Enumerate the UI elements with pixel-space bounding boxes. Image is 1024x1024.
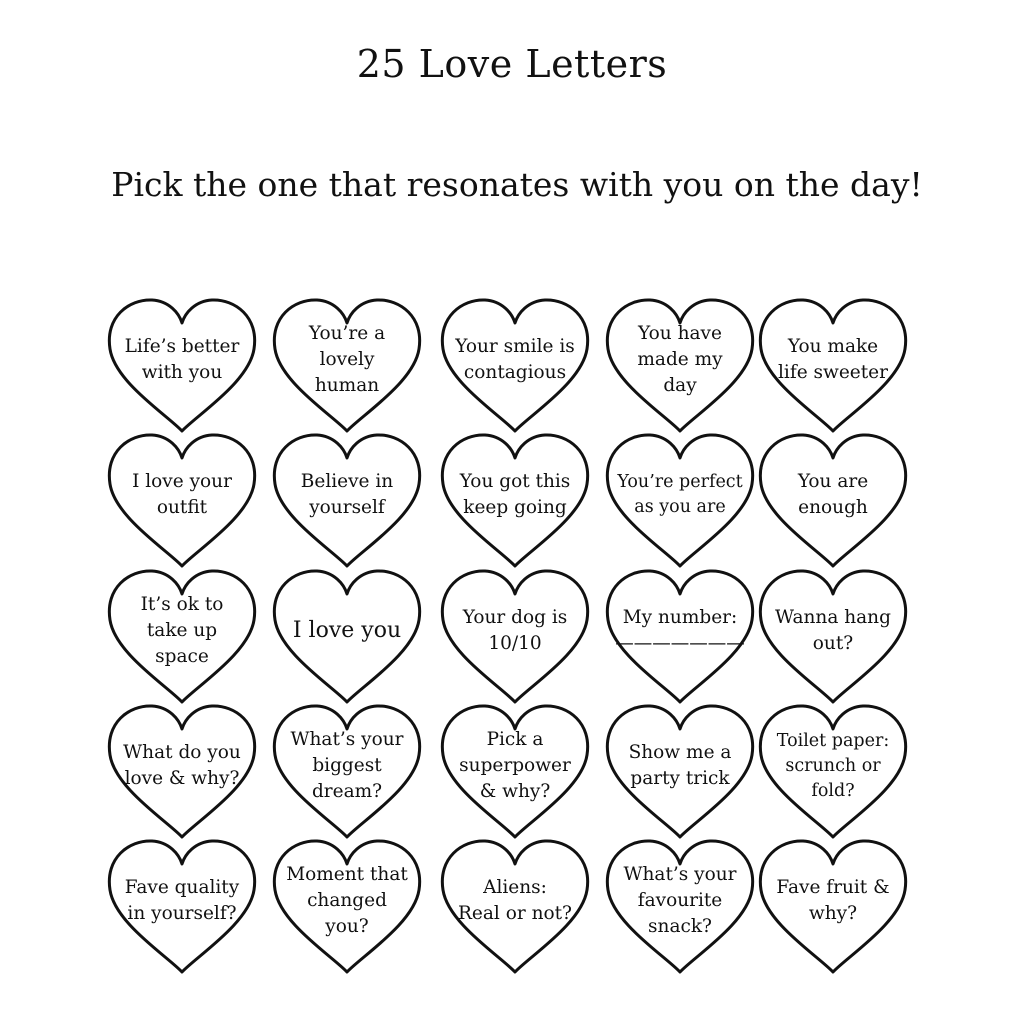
heart-card (605, 568, 755, 704)
heart-message: Toilet paper: scrunch or fold? (776, 730, 890, 801)
heart-message: I love your outfit (132, 471, 232, 518)
heart-card (605, 432, 755, 568)
heart-message: Wanna hang out? (775, 607, 891, 654)
heart-card (440, 838, 590, 974)
heart-card (440, 703, 590, 839)
heart-message: Aliens: Real or not? (458, 877, 572, 924)
heart-card (440, 297, 590, 433)
heart-card (758, 703, 908, 839)
heart-message: Pick a superpower & why? (459, 729, 571, 802)
heart-message: Moment that changed you? (286, 864, 408, 937)
heart-card (605, 703, 755, 839)
heart-card (605, 838, 755, 974)
heart-message: Believe in yourself (300, 471, 394, 518)
heart-message: Fave quality in yourself? (124, 877, 240, 924)
page-title: 25 Love Letters (356, 42, 668, 86)
heart-message: It’s ok to take up space (140, 594, 224, 667)
heart-card (758, 568, 908, 704)
heart-message: Show me a party trick (628, 742, 732, 789)
heart-message: What do you love & why? (123, 742, 241, 789)
heart-message: You’re a lovely human (308, 323, 386, 396)
heart-message: You’re perfect as you are (617, 472, 743, 517)
heart-card (440, 568, 590, 704)
heart-card (758, 838, 908, 974)
heart-card (758, 432, 908, 568)
page-subtitle: Pick the one that resonates with you on the day! (111, 165, 923, 204)
heart-message: Life’s better with you (124, 336, 240, 383)
heart-message: What’s your biggest dream? (290, 729, 404, 802)
heart-card (107, 838, 257, 974)
heart-message: Your dog is 10/10 (462, 607, 568, 654)
heart-card (272, 432, 422, 568)
heart-message: You are enough (797, 471, 869, 518)
heart-message: Fave fruit & why? (776, 877, 890, 924)
heart-message: What’s your favourite snack? (623, 864, 737, 937)
heart-card (107, 297, 257, 433)
heart-card (440, 432, 590, 568)
heart-card (758, 297, 908, 433)
heart-message: My number: ——————— (615, 607, 745, 654)
heart-message: Your smile is contagious (455, 336, 575, 383)
heart-card (605, 297, 755, 433)
heart-card (272, 703, 422, 839)
heart-card (107, 432, 257, 568)
heart-message: You make life sweeter (778, 336, 888, 383)
heart-card (107, 703, 257, 839)
heart-card (272, 838, 422, 974)
heart-message: I love you (292, 618, 402, 643)
heart-message: You have made my day (637, 323, 723, 396)
heart-card (272, 297, 422, 433)
heart-card (272, 568, 422, 704)
heart-message: You got this keep going (459, 471, 571, 518)
heart-card (107, 568, 257, 704)
